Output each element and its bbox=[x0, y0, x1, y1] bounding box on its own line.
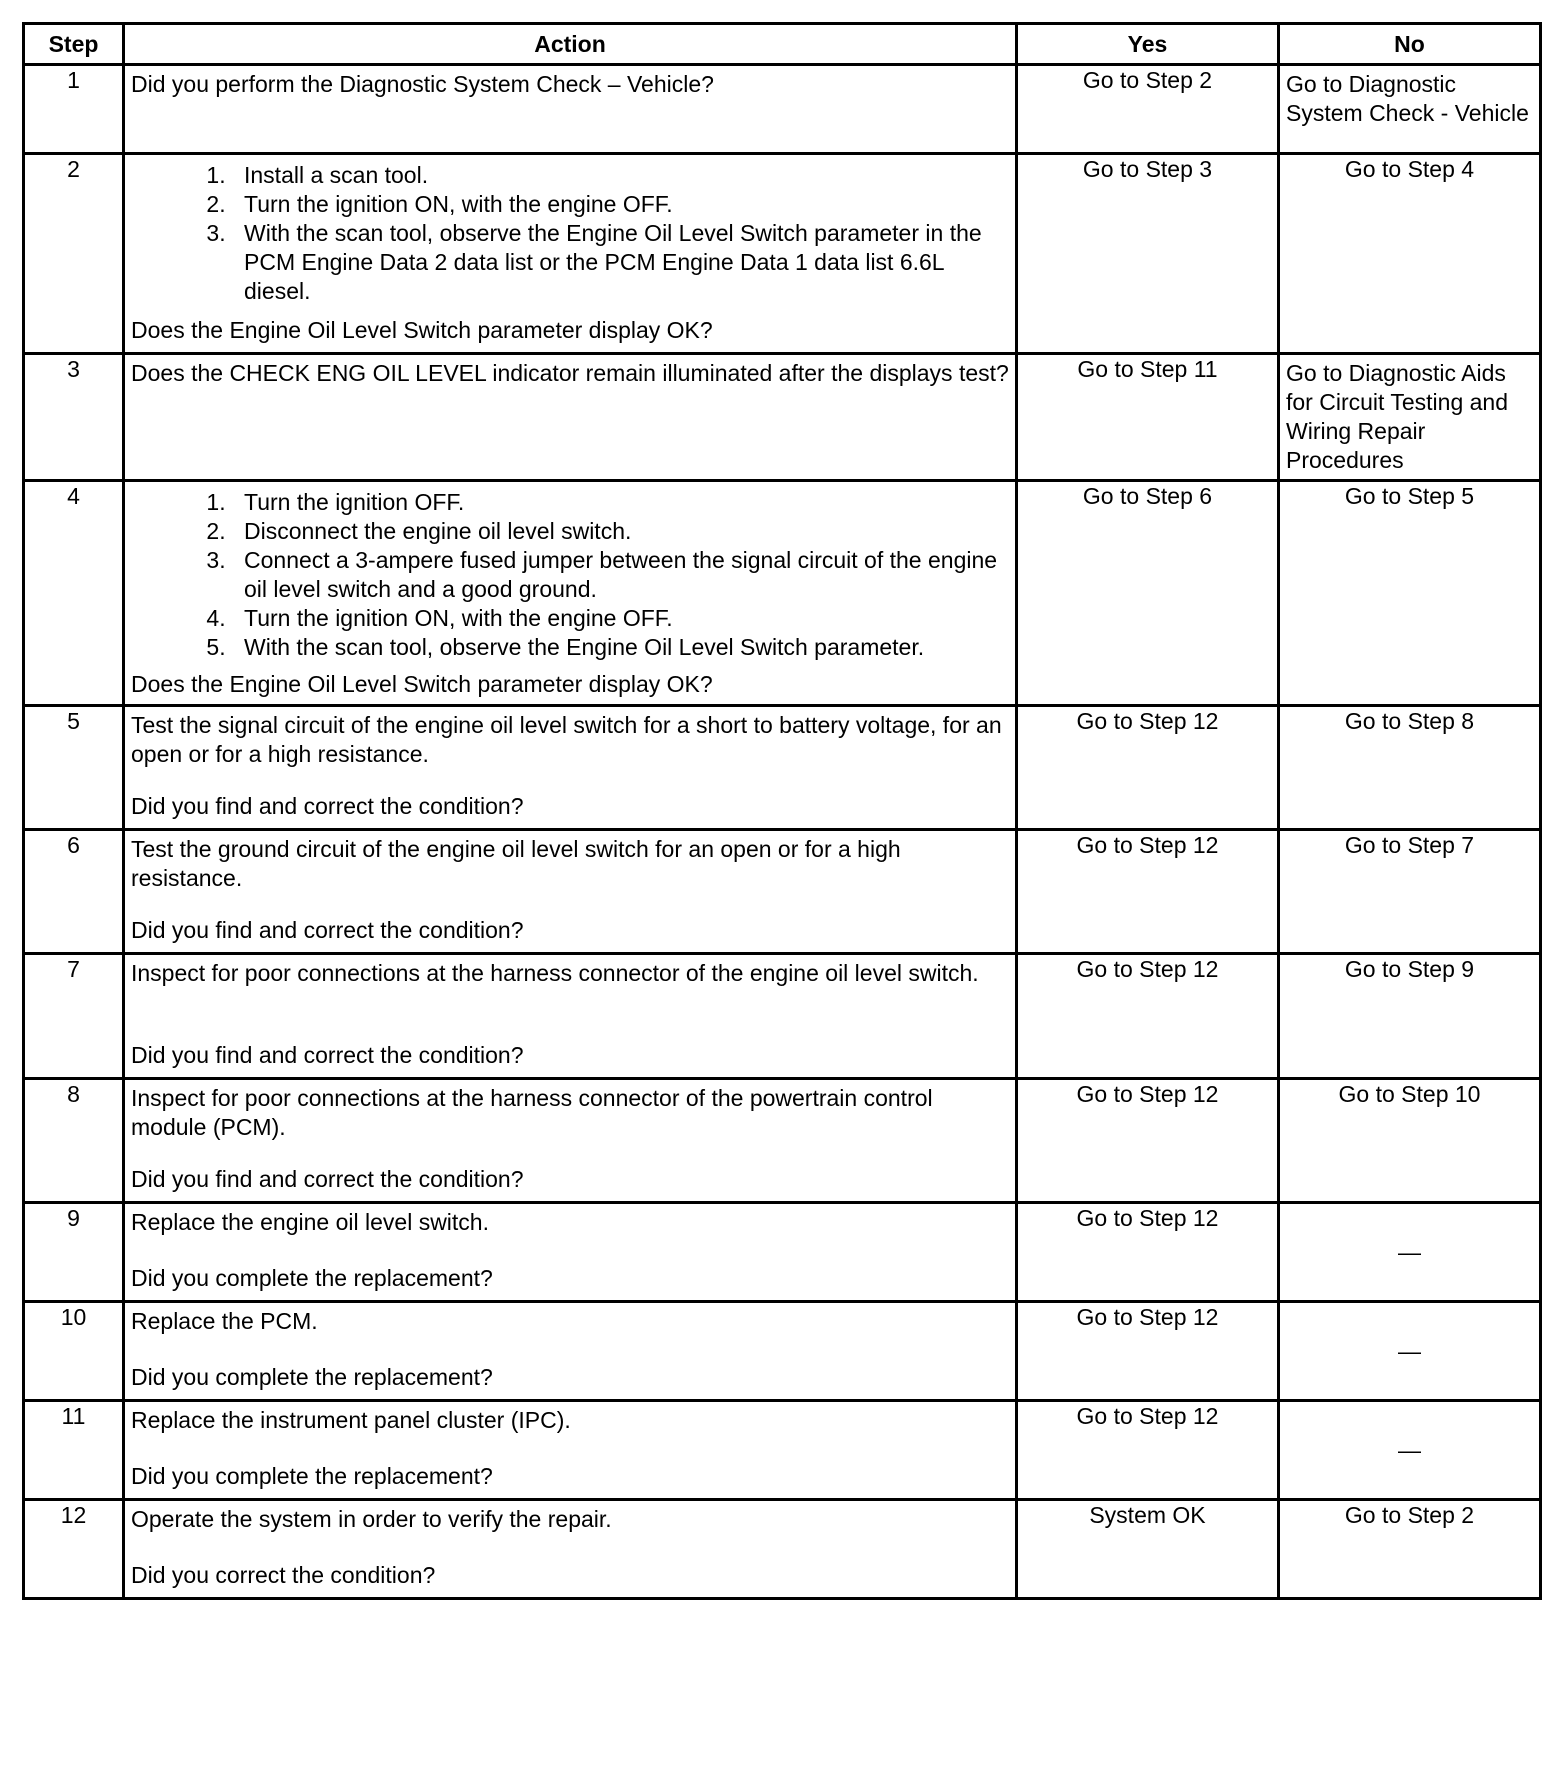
step-number: 12 bbox=[24, 1500, 124, 1599]
header-row bbox=[24, 24, 1541, 65]
step-number: 7 bbox=[24, 954, 124, 1079]
action-cell bbox=[124, 706, 1017, 830]
action-text: Replace the PCM. bbox=[131, 1308, 318, 1334]
question-text: Does the Engine Oil Level Switch parameter display OK? bbox=[131, 317, 713, 343]
step-number: 9 bbox=[24, 1203, 124, 1302]
yes-result: Go to Step 3 bbox=[1017, 154, 1279, 354]
procedure-list bbox=[131, 488, 1009, 662]
yes-result: Go to Step 12 bbox=[1017, 1302, 1279, 1401]
no-result: Go to Step 8 bbox=[1279, 706, 1541, 830]
header-yes: Yes bbox=[1017, 24, 1279, 65]
step-number: 1 bbox=[24, 65, 124, 154]
table-row bbox=[24, 1500, 1541, 1599]
action-cell bbox=[124, 1401, 1017, 1500]
question-text: Did you correct the condition? bbox=[131, 1562, 436, 1588]
procedure-step: 2. Disconnect the engine oil level switch. bbox=[232, 517, 1009, 546]
action-text: Replace the engine oil level switch. bbox=[131, 1209, 489, 1235]
action-text: Inspect for poor connections at the harness connector of the powertrain control module (PCM). bbox=[131, 1085, 933, 1140]
procedure-step: 1. Install a scan tool. bbox=[232, 161, 1009, 190]
action-cell bbox=[124, 1302, 1017, 1401]
step-number: 10 bbox=[24, 1302, 124, 1401]
yes-result: Go to Step 12 bbox=[1017, 1203, 1279, 1302]
question-text: Did you complete the replacement? bbox=[131, 1463, 493, 1489]
header-action: Action bbox=[124, 24, 1017, 65]
no-result: Go to Step 2 bbox=[1279, 1500, 1541, 1599]
question-text: Did you complete the replacement? bbox=[131, 1265, 493, 1291]
no-result: Go to Diagnostic System Check - Vehicle bbox=[1279, 65, 1541, 154]
question-text: Did you find and correct the condition? bbox=[131, 1166, 524, 1192]
no-result: Go to Step 4 bbox=[1279, 154, 1541, 354]
table-row bbox=[24, 481, 1541, 706]
action-cell bbox=[124, 1500, 1017, 1599]
question-text: Does the Engine Oil Level Switch parameter display OK? bbox=[131, 671, 713, 697]
yes-result: Go to Step 11 bbox=[1017, 354, 1279, 481]
yes-result: Go to Step 2 bbox=[1017, 65, 1279, 154]
step-number: 8 bbox=[24, 1079, 124, 1203]
procedure-step: 1. Turn the ignition OFF. bbox=[232, 488, 1009, 517]
action-cell bbox=[124, 1203, 1017, 1302]
action-text: Test the ground circuit of the engine oil level switch for an open or for a high resistance. bbox=[131, 836, 901, 891]
yes-result: Go to Step 12 bbox=[1017, 1401, 1279, 1500]
action-text: Operate the system in order to verify the repair. bbox=[131, 1506, 612, 1532]
step-number: 3 bbox=[24, 354, 124, 481]
question-text: Did you find and correct the condition? bbox=[131, 1042, 524, 1068]
action-text: Replace the instrument panel cluster (IPC). bbox=[131, 1407, 571, 1433]
action-cell bbox=[124, 1079, 1017, 1203]
table-row bbox=[24, 65, 1541, 154]
step-number: 6 bbox=[24, 830, 124, 954]
diagnostic-page bbox=[22, 22, 1539, 1600]
yes-result: Go to Step 12 bbox=[1017, 954, 1279, 1079]
yes-result: Go to Step 6 bbox=[1017, 481, 1279, 706]
step-number: 5 bbox=[24, 706, 124, 830]
no-result: Go to Step 5 bbox=[1279, 481, 1541, 706]
action-cell bbox=[124, 830, 1017, 954]
step-number: 4 bbox=[24, 481, 124, 706]
action-cell bbox=[124, 354, 1017, 481]
action-text: Test the signal circuit of the engine oil level switch for a short to battery voltage, for an open or for a high resistance. bbox=[131, 712, 1002, 767]
action-text: Does the CHECK ENG OIL LEVEL indicator remain illuminated after the displays test? bbox=[131, 360, 1009, 386]
table-row bbox=[24, 1203, 1541, 1302]
no-result: — bbox=[1279, 1401, 1541, 1500]
yes-result: System OK bbox=[1017, 1500, 1279, 1599]
action-cell bbox=[124, 154, 1017, 354]
procedure-step: 2. Turn the ignition ON, with the engine OFF. bbox=[232, 190, 1009, 219]
table-row bbox=[24, 706, 1541, 830]
yes-result: Go to Step 12 bbox=[1017, 1079, 1279, 1203]
no-result: Go to Step 9 bbox=[1279, 954, 1541, 1079]
step-number: 11 bbox=[24, 1401, 124, 1500]
table-row bbox=[24, 1302, 1541, 1401]
procedure-step: 5. With the scan tool, observe the Engine Oil Level Switch parameter. bbox=[232, 633, 1009, 662]
action-cell bbox=[124, 954, 1017, 1079]
table-row bbox=[24, 954, 1541, 1079]
no-result: — bbox=[1279, 1302, 1541, 1401]
action-cell bbox=[124, 481, 1017, 706]
procedure-step: 3. Connect a 3-ampere fused jumper between the signal circuit of the engine oil level switch and a good ground. bbox=[232, 546, 1009, 604]
yes-result: Go to Step 12 bbox=[1017, 706, 1279, 830]
action-text: Did you perform the Diagnostic System Check – Vehicle? bbox=[131, 71, 714, 97]
step-number: 2 bbox=[24, 154, 124, 354]
table-body bbox=[24, 65, 1541, 1599]
table-row bbox=[24, 1401, 1541, 1500]
table-row bbox=[24, 1079, 1541, 1203]
header-no: No bbox=[1279, 24, 1541, 65]
procedure-list bbox=[131, 161, 1009, 306]
procedure-step: 4. Turn the ignition ON, with the engine OFF. bbox=[232, 604, 1009, 633]
procedure-step: 3. With the scan tool, observe the Engine Oil Level Switch parameter in the PCM Engine Data 2 data list or the PCM Engine Data 1 data list 6.6L diesel. bbox=[232, 219, 1009, 306]
question-text: Did you find and correct the condition? bbox=[131, 917, 524, 943]
yes-result: Go to Step 12 bbox=[1017, 830, 1279, 954]
question-text: Did you find and correct the condition? bbox=[131, 793, 524, 819]
table-row bbox=[24, 154, 1541, 354]
action-text: Inspect for poor connections at the harness connector of the engine oil level switch. bbox=[131, 960, 979, 986]
action-cell bbox=[124, 65, 1017, 154]
table-row bbox=[24, 354, 1541, 481]
table-row bbox=[24, 830, 1541, 954]
question-text: Did you complete the replacement? bbox=[131, 1364, 493, 1390]
header-step: Step bbox=[24, 24, 124, 65]
no-result: Go to Step 10 bbox=[1279, 1079, 1541, 1203]
no-result: — bbox=[1279, 1203, 1541, 1302]
diagnostic-table bbox=[22, 22, 1542, 1600]
no-result: Go to Step 7 bbox=[1279, 830, 1541, 954]
no-result: Go to Diagnostic Aids for Circuit Testing and Wiring Repair Procedures bbox=[1279, 354, 1541, 481]
